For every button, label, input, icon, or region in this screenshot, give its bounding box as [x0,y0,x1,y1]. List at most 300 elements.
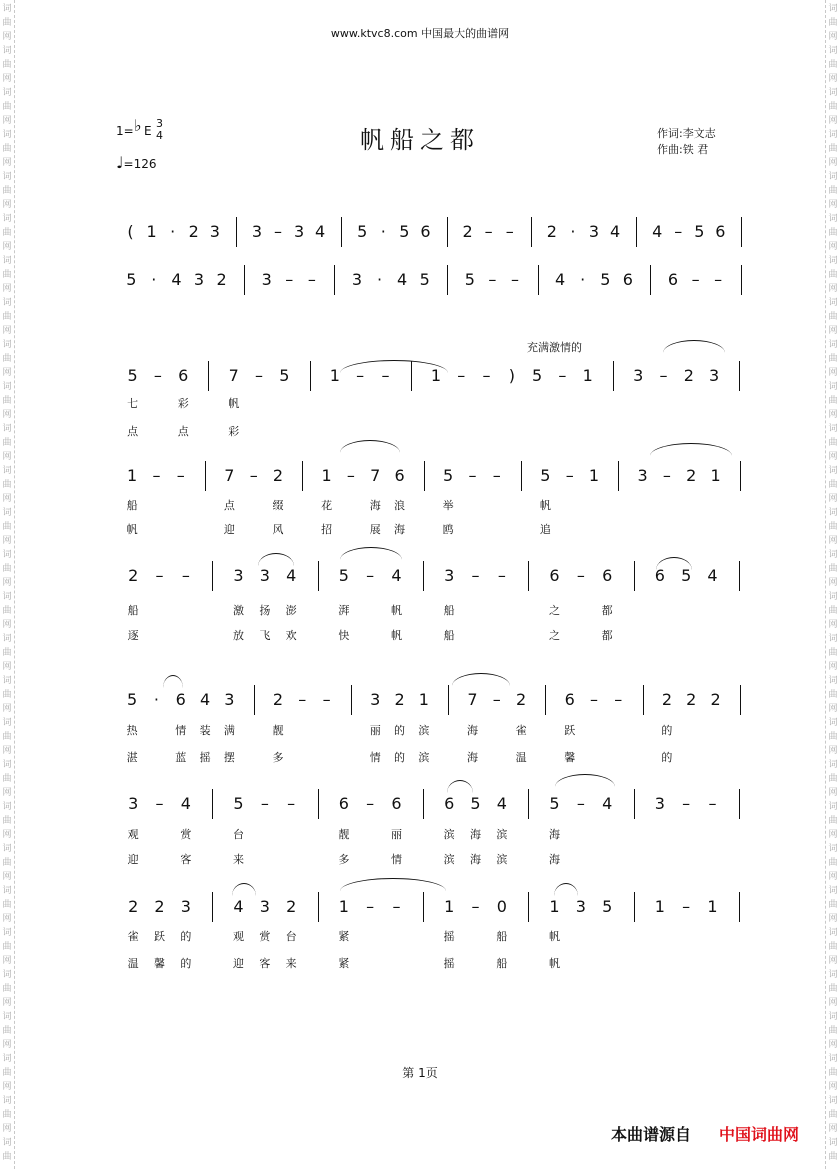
slur-mark [656,557,692,570]
lyric-syllable: 帆 [549,957,560,970]
bar-line [618,461,619,491]
composer-credit: 作曲:铁 君 [657,143,709,156]
lyric-syllable: 迎 [223,523,235,536]
lyric-syllable: 靓 [338,828,350,841]
dot-mark: · [570,222,576,241]
dash-mark: – [492,690,501,709]
note: 2 [661,690,673,709]
lyric-syllable: 海 [466,751,478,764]
bar-line [739,789,740,819]
bar-line [334,265,335,295]
watermark-glyph: 曲 [828,18,838,28]
watermark-glyph: 词 [2,46,12,56]
watermark-glyph: 网 [828,284,838,294]
lyric-syllable: 海 [466,724,478,737]
lyric-syllable: 摇 [443,930,455,943]
note: 2 [272,466,284,485]
note: 5 [233,794,244,813]
note: 3 [575,897,586,916]
note: 5 [127,690,138,709]
slur-mark [663,340,725,353]
watermark-glyph: 曲 [828,942,838,952]
watermark-glyph: 曲 [828,186,838,196]
dash-mark: – [505,222,514,241]
lyric-syllable: 船 [127,604,139,617]
watermark-glyph: 词 [828,4,838,14]
watermark-glyph: 网 [2,368,12,378]
dash-mark: – [691,270,700,289]
dash-mark: – [576,566,585,585]
lyric-syllable: 船 [443,629,455,642]
dash-mark: – [255,366,264,385]
key-signature [116,116,163,142]
lyric-syllable: 浪 [394,499,406,512]
watermark-glyph: 网 [2,452,12,462]
note: 5 [338,566,349,585]
note: 4 [609,222,621,241]
watermark-glyph: 曲 [2,396,12,406]
lyric-syllable: 船 [496,957,508,970]
watermark-glyph: 词 [828,1096,838,1106]
slur-mark [163,675,183,688]
watermark-glyph: 网 [828,200,838,210]
watermark-glyph: 曲 [828,606,838,616]
watermark-glyph: 网 [828,1082,838,1092]
watermark-glyph: 网 [828,74,838,84]
lyric-syllable: 赏 [259,930,271,943]
lyric-syllable: 快 [338,629,350,642]
watermark-glyph: 网 [2,830,12,840]
tempo-marking [116,153,157,172]
lyric-syllable: 的 [661,724,673,737]
note: 6 [564,690,575,709]
note: 1 [321,466,332,485]
dash-mark: – [497,566,506,585]
lyric-syllable: 放 [233,629,244,642]
watermark-glyph: 词 [828,718,838,728]
note: 7 [224,466,235,485]
watermark-glyph: 网 [2,200,12,210]
watermark-glyph: 曲 [828,60,838,70]
watermark-glyph: 网 [2,872,12,882]
lyric-syllable: 澎 [285,604,297,617]
note: 5 [470,794,481,813]
note: 3 [193,270,205,289]
watermark-glyph: 网 [828,410,838,420]
note: 1 [127,466,138,485]
watermark-glyph: 曲 [2,18,12,28]
watermark-glyph: 网 [828,872,838,882]
dash-mark: – [249,466,258,485]
note: 1 [329,366,340,385]
dash-mark: – [176,466,185,485]
watermark-glyph: 曲 [2,1152,12,1162]
dash-mark: – [484,222,493,241]
score-line [0,222,840,242]
lyric-syllable: 点 [177,425,189,438]
note: 3 [233,566,244,585]
watermark-glyph: 曲 [2,270,12,280]
flat-sign: ♭ [134,116,142,135]
lyric-syllable: 馨 [154,957,165,970]
bar-line [423,789,424,819]
watermark-glyph: 网 [2,620,12,630]
watermark-glyph: 词 [2,466,12,476]
note: 5 [694,222,705,241]
lyric-syllable: 装 [199,724,211,737]
watermark-glyph: 网 [828,368,838,378]
bar-line [341,217,342,247]
lyric-syllable: 馨 [564,751,576,764]
watermark-glyph: 网 [2,998,12,1008]
note: 5 [279,366,290,385]
dash-mark: – [659,366,668,385]
note: 3 [708,366,720,385]
watermark-glyph: 网 [2,746,12,756]
note: 1 [430,366,442,385]
note: 0 [496,897,507,916]
lyric-syllable: 海 [394,523,406,536]
slur-mark [554,883,578,896]
dash-mark: – [674,222,683,241]
note: 2 [686,690,697,709]
note: 6 [444,794,455,813]
time-numerator: 3 [156,117,163,130]
watermark-glyph: 网 [2,662,12,672]
lyric-syllable: 情 [391,853,402,866]
time-signature [156,118,163,142]
lyric-syllable: 逐 [127,629,139,642]
watermark-glyph: 词 [2,718,12,728]
watermark-glyph: 词 [2,802,12,812]
watermark-glyph: 曲 [2,144,12,154]
watermark-glyph: 网 [828,788,838,798]
note: 2 [286,897,297,916]
watermark-glyph: 词 [828,508,838,518]
slur-mark [452,673,510,686]
watermark-glyph: 词 [2,676,12,686]
watermark-glyph: 网 [828,158,838,168]
note: 6 [338,794,349,813]
lyric-syllable: 滨 [443,828,455,841]
lyric-syllable: 海 [549,828,560,841]
watermark-glyph: 词 [2,298,12,308]
watermark-glyph: 词 [2,1054,12,1064]
note: 2 [154,897,165,916]
watermark-glyph: 曲 [2,312,12,322]
bar-line [351,685,352,715]
bar-line [538,265,539,295]
song-title: 帆船之都 [360,126,480,154]
lyric-syllable: 情 [175,724,187,737]
bar-line [424,461,425,491]
watermark-glyph: 词 [2,214,12,224]
watermark-glyph: 曲 [2,984,12,994]
bar-line [643,685,644,715]
dash-mark: – [511,270,519,289]
note: 2 [188,222,199,241]
note: 4 [180,794,191,813]
watermark-glyph: 网 [828,620,838,630]
watermark-glyph: 词 [2,844,12,854]
lyric-syllable: 帆 [539,499,551,512]
watermark-glyph: 曲 [2,186,12,196]
bar-line [634,561,635,591]
watermark-glyph: 词 [828,130,838,140]
watermark-glyph: 曲 [828,354,838,364]
bar-line [205,461,206,491]
slur-mark [340,440,400,453]
lyric-syllable: 缀 [272,499,284,512]
lyric-syllable: 花 [321,499,333,512]
watermark-glyph: 词 [2,424,12,434]
watermark-glyph: 词 [2,172,12,182]
score-line [0,566,840,586]
watermark-glyph: 网 [828,242,838,252]
note: 5 [127,366,138,385]
note: 4 [391,566,402,585]
site-header: www.ktvc8.com 中国最大的曲谱网 [330,27,510,40]
note: 1 [444,897,455,916]
slur-mark [555,774,615,787]
dot-mark: · [153,690,159,709]
lyric-syllable: 海 [369,499,381,512]
dash-mark: – [492,466,501,485]
lyric-syllable: 的 [180,930,192,943]
lyric-syllable: 滨 [443,853,455,866]
watermark-glyph: 曲 [828,396,838,406]
watermark-glyph: 网 [828,746,838,756]
slur-mark [340,878,446,891]
dash-mark: – [346,466,355,485]
lyric-syllable: 追 [539,523,551,536]
bar-line [531,217,532,247]
lyric-syllable: 帆 [391,604,402,617]
lyric-syllable: 摆 [223,751,235,764]
watermark-glyph: 曲 [828,816,838,826]
watermark-glyph: 词 [2,130,12,140]
note: 2 [272,690,284,709]
note: 3 [180,897,191,916]
watermark-glyph: 词 [2,550,12,560]
note: 6 [178,366,189,385]
watermark-glyph: 网 [828,1124,838,1134]
score-line [0,366,840,386]
note: 6 [602,566,613,585]
lyric-syllable: 帆 [228,397,240,410]
lyric-syllable: 台 [285,930,297,943]
lyric-syllable: 海 [470,853,481,866]
watermark-glyph: 曲 [2,690,12,700]
watermark-glyph: 曲 [828,144,838,154]
note: 5 [681,566,692,585]
time-denominator: 4 [156,129,163,142]
watermark-glyph: 词 [828,634,838,644]
watermark-glyph: 网 [2,284,12,294]
bar-line [447,265,448,295]
watermark-glyph: 词 [828,88,838,98]
note: 7 [370,466,381,485]
bar-line [310,361,311,391]
dash-mark: – [155,794,164,813]
dot-mark: · [380,222,386,241]
lyric-syllable: 招 [321,523,333,536]
score-line [0,794,840,814]
note: 5 [357,222,368,241]
watermark-glyph: 曲 [828,1026,838,1036]
lyric-syllable: 台 [233,828,244,841]
lyric-syllable: 跃 [154,930,165,943]
note: 4 [397,270,408,289]
lyric-syllable: 摇 [443,957,455,970]
watermark-glyph: 网 [2,578,12,588]
lyric-syllable: 蓝 [175,751,187,764]
bar-line [448,685,449,715]
watermark-glyph: 词 [828,256,838,266]
bar-line [528,561,529,591]
lyric-syllable: 点 [223,499,235,512]
watermark-glyph: 词 [828,214,838,224]
watermark-glyph: 网 [828,998,838,1008]
watermark-glyph: 曲 [828,228,838,238]
key-letter: E [144,124,152,138]
score-line [0,270,840,290]
footer-source-label: 本曲谱源自 [611,1125,692,1144]
dash-mark: – [682,897,691,916]
note: 4 [496,794,507,813]
watermark-glyph: 曲 [828,858,838,868]
watermark-glyph: 词 [2,592,12,602]
watermark-glyph: 曲 [2,732,12,742]
watermark-glyph: 曲 [828,1110,838,1120]
watermark-glyph: 词 [2,886,12,896]
watermark-glyph: 曲 [828,1068,838,1078]
lyric-syllable: 帆 [126,523,138,536]
lyric-syllable: 展 [369,523,381,536]
watermark-glyph: 词 [2,340,12,350]
lyric-syllable: 欢 [285,629,297,642]
bar-line [545,685,546,715]
tempo-value: =126 [123,157,157,171]
watermark-glyph: 曲 [828,480,838,490]
note: ) [508,366,515,385]
note: 4 [286,566,297,585]
lyric-syllable: 滨 [496,828,508,841]
bar-line [613,361,614,391]
lyric-syllable: 扬 [259,604,271,617]
watermark-glyph: 词 [828,886,838,896]
dash-mark: – [356,366,365,385]
watermark-glyph: 曲 [2,1110,12,1120]
dash-mark: – [366,566,375,585]
watermark-glyph: 曲 [2,1068,12,1078]
watermark-glyph: 词 [828,760,838,770]
lyric-syllable: 丽 [369,724,381,737]
bar-line [212,892,213,922]
note: 2 [216,270,227,289]
lyric-syllable: 之 [549,604,560,617]
watermark-glyph: 曲 [828,690,838,700]
watermark-glyph: 曲 [828,732,838,742]
watermark-glyph: 网 [828,914,838,924]
note: 6 [667,270,679,289]
note: 2 [394,690,405,709]
note: 3 [351,270,363,289]
note: 6 [394,466,405,485]
lyric-syllable: 帆 [549,930,560,943]
watermark-glyph: 曲 [828,774,838,784]
note: 3 [251,222,263,241]
note: 3 [633,366,644,385]
note: 5 [443,466,454,485]
lyric-syllable: 客 [180,853,192,866]
lyric-syllable: 飞 [259,629,271,642]
bar-line [650,265,651,295]
watermark-glyph: 曲 [828,984,838,994]
lyric-syllable: 赏 [180,828,192,841]
slur-mark [447,780,473,793]
note: 4 [171,270,182,289]
lyric-syllable: 海 [470,828,481,841]
dash-mark: – [457,366,466,385]
dash-mark: – [366,897,375,916]
watermark-glyph: 网 [2,494,12,504]
note: 2 [710,690,721,709]
watermark-glyph: 曲 [828,522,838,532]
bar-line [212,789,213,819]
watermark-glyph: 曲 [2,438,12,448]
note: 1 [338,897,349,916]
note: 2 [686,466,697,485]
watermark-glyph: 网 [828,326,838,336]
dash-mark: – [285,270,294,289]
lyric-syllable: 的 [180,957,192,970]
lyric-syllable: 跃 [564,724,576,737]
watermark-glyph: 词 [828,424,838,434]
watermark-glyph: 网 [2,158,12,168]
dash-mark: – [471,566,480,585]
watermark-glyph: 词 [2,508,12,518]
note: 4 [707,566,718,585]
dash-mark: – [614,690,623,709]
lyric-syllable: 摇 [199,751,211,764]
note: 5 [126,270,137,289]
lyric-syllable: 紧 [338,930,350,943]
lyric-syllable: 船 [126,499,138,512]
watermark-glyph: 网 [828,956,838,966]
watermark-glyph: 词 [2,382,12,392]
watermark-glyph: 网 [828,704,838,714]
note: 5 [602,897,613,916]
watermark-glyph: 词 [2,1138,12,1148]
lyricist-credit: 作词:李文志 [657,127,716,140]
watermark-glyph: 曲 [828,648,838,658]
slur-mark [340,547,402,560]
lyric-syllable: 客 [259,957,271,970]
slur-mark [650,443,732,456]
watermark-glyph: 网 [828,578,838,588]
watermark-glyph: 曲 [2,228,12,238]
bar-line [636,217,637,247]
note: 4 [199,690,211,709]
note: 3 [370,690,381,709]
watermark-glyph: 词 [828,802,838,812]
watermark-glyph: 曲 [828,438,838,448]
note: 5 [399,222,410,241]
lyric-syllable: 都 [601,629,613,642]
expression-marking: 充满激情的 [527,341,582,354]
dash-mark: – [488,270,497,289]
